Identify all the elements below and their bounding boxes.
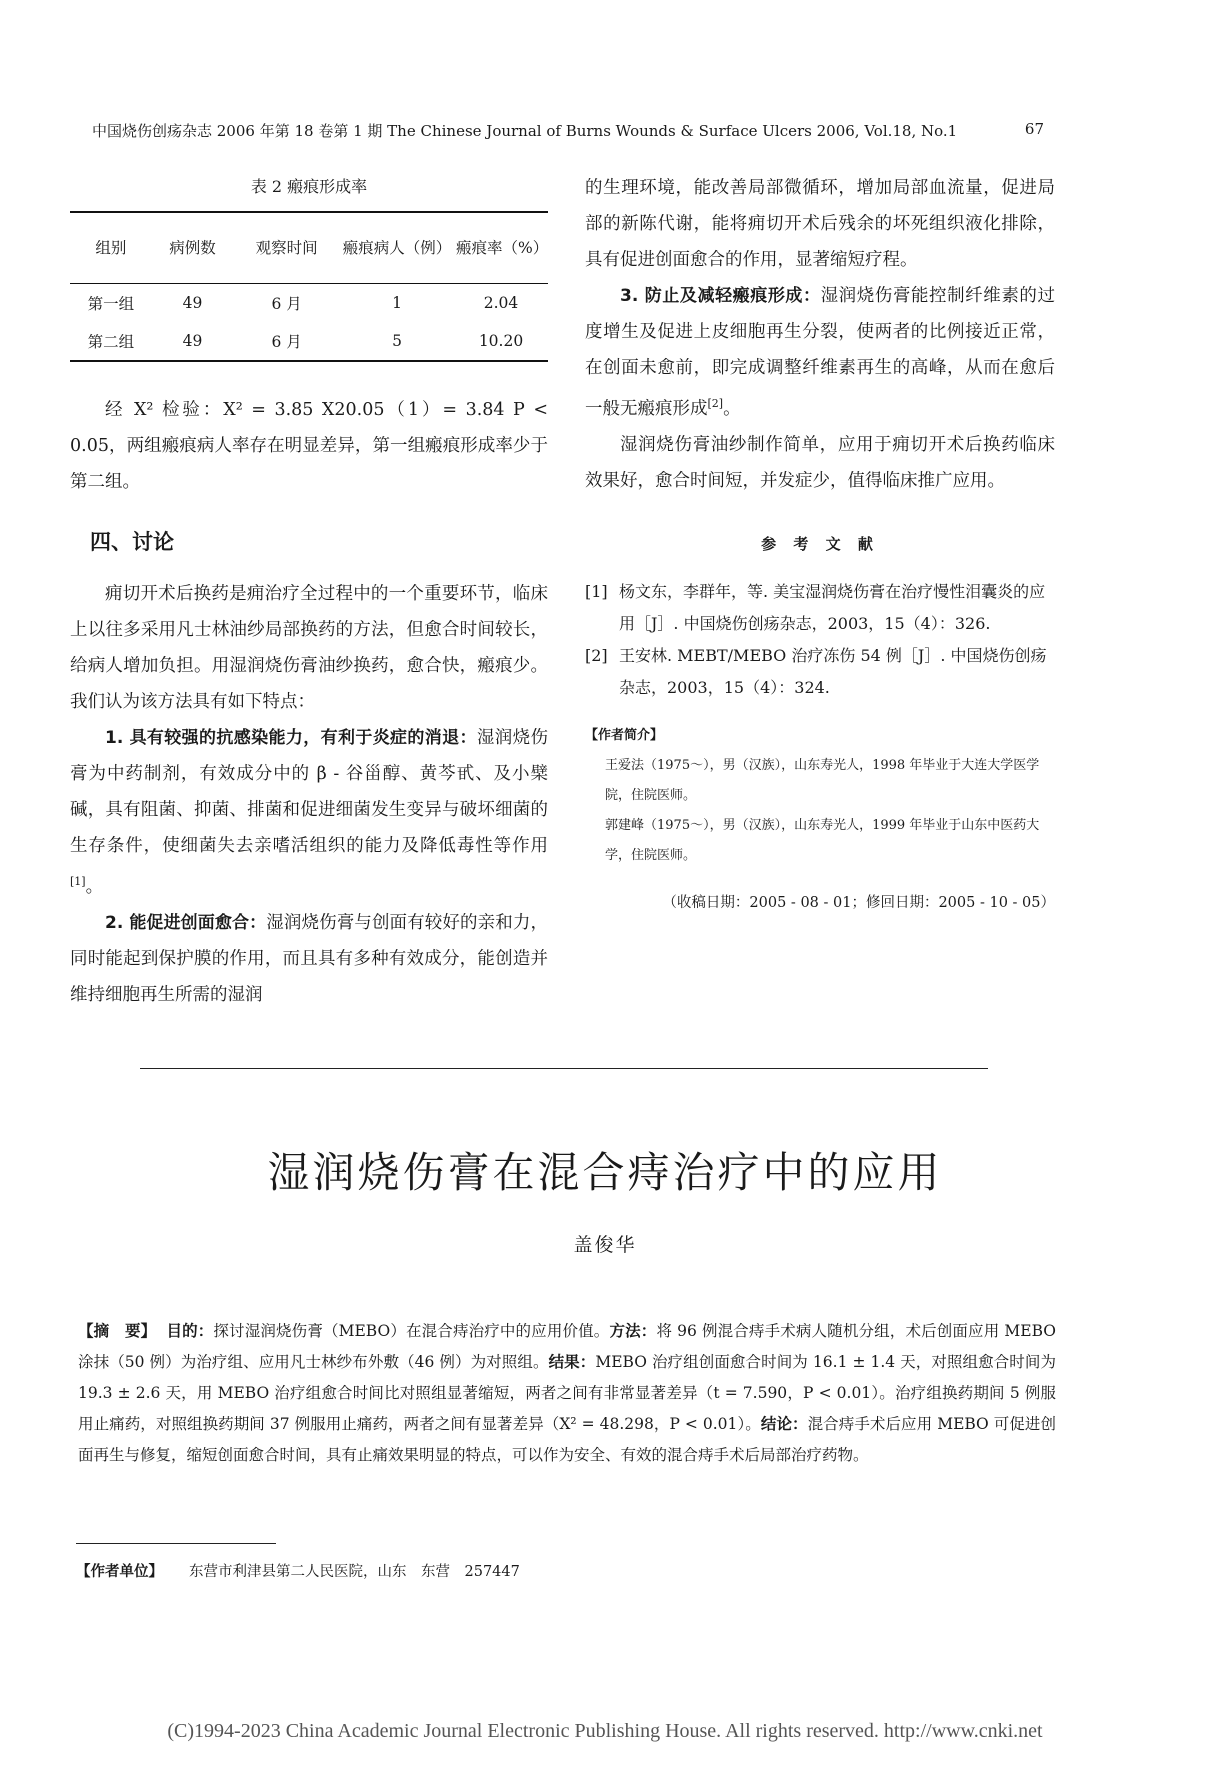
running-head-text: 中国烧伤创疡杂志 2006 年第 18 卷第 1 期 The Chinese Journal of Burns Wounds & Surface Ulcers 2006, Vol.18, No.1 bbox=[92, 122, 958, 140]
article-author: 盖俊华 bbox=[573, 1234, 637, 1256]
abstract bbox=[78, 1316, 1056, 1471]
point-1-paragraph bbox=[70, 720, 548, 905]
point-2-text: 湿润烧伤膏与创面有较好的亲和力，同时能起到保护膜的作用，而且具有多种有效成分，能创造并维持细胞再生所需的湿润 bbox=[70, 912, 548, 1005]
reference-item bbox=[585, 576, 1055, 640]
citation-1: [1] bbox=[70, 875, 86, 888]
point-3-text: 湿润烧伤膏能控制纤维素的过度增生及促进上皮细胞再生分裂，使两者的比例接近正常，在创面未愈前，即完成调整纤维素再生的高峰，从而在愈后一般无瘢痕形成 bbox=[585, 286, 1055, 419]
table-cell: 6 月 bbox=[271, 295, 302, 313]
conclusion-label: 结论： bbox=[760, 1415, 808, 1433]
point-3-paragraph bbox=[585, 278, 1055, 427]
continued-paragraph: 的生理环境，能改善局部微循环，增加局部血流量，促进局部的新陈代谢，能将痈切开术后残余的坏死组织液化排除，具有促进创面愈合的作用，显著缩短疗程。 bbox=[585, 178, 1055, 270]
col-header-group: 组别 bbox=[95, 238, 127, 257]
conclusion-text: 混合痔手术后应用 MEBO 可促进创面再生与修复，缩短创面愈合时间，具有止痛效果明显的特点，可以作为安全、有效的混合痔手术后局部治疗药物。 bbox=[78, 1415, 1056, 1464]
col-header-cases: 病例数 bbox=[169, 238, 216, 257]
table-cell: 49 bbox=[182, 294, 203, 312]
citation-2: [2] bbox=[707, 397, 724, 410]
article-title: 湿润烧伤膏在混合痔治疗中的应用 bbox=[267, 1148, 943, 1197]
discussion-paragraph: 痈切开术后换药是痈治疗全过程中的一个重要环节，临床上以往多采用凡士林油纱局部换药的方法，但愈合时间较长，给病人增加负担。用湿润烧伤膏油纱换药，愈合快，瘢痕少。我们认为该方法具有如下特点： bbox=[70, 584, 548, 712]
reference-number: [1] bbox=[585, 581, 608, 601]
col-header-scar-rate: 瘢痕率（%） bbox=[456, 238, 549, 257]
table-cell: 第一组 bbox=[87, 295, 135, 313]
table-cell: 10.20 bbox=[478, 332, 524, 350]
table-cell: 1 bbox=[392, 294, 402, 312]
page-number: 67 bbox=[1024, 120, 1044, 138]
conclusion-paragraph: 湿润烧伤膏油纱制作简单，应用于痈切开术后换药临床效果好，愈合时间短，并发症少，值得临床推广应用。 bbox=[585, 434, 1055, 491]
right-column bbox=[585, 170, 1055, 912]
author-affiliation bbox=[76, 1560, 520, 1581]
footnote-rule bbox=[76, 1543, 276, 1544]
affiliation-text: 东营市利津县第二人民医院，山东 东营 257447 bbox=[189, 1564, 520, 1580]
stat-paragraph: 经 X² 检验：X² = 3.85 X20.05（1）= 3.84 P < 0.05，两组瘢痕病人率存在明显差异，第一组瘢痕形成率少于第二组。 bbox=[70, 400, 548, 492]
reference-item bbox=[585, 640, 1055, 704]
table-row bbox=[70, 322, 548, 361]
method-label: 方法： bbox=[609, 1322, 657, 1340]
table-row bbox=[70, 284, 548, 323]
author-intro-item: 郭建峰（1975～），男（汉族），山东寿光人，1999 年毕业于山东中医药大学，住院医师。 bbox=[605, 817, 1040, 863]
scar-rate-table bbox=[70, 211, 548, 362]
point-2-title: 2. 能促进创面愈合： bbox=[105, 912, 267, 933]
objective-label: 目的： bbox=[166, 1322, 214, 1340]
period: 。 bbox=[85, 876, 104, 897]
point-2-paragraph bbox=[70, 905, 548, 1013]
result-label: 结果： bbox=[548, 1353, 596, 1371]
author-intro-title: 【作者简介】 bbox=[585, 727, 664, 743]
abstract-label: 【摘 要】 bbox=[78, 1322, 157, 1340]
reference-text: 杨文东，李群年，等. 美宝湿润烧伤膏在治疗慢性泪囊炎的应用［J］. 中国烧伤创疡杂志，2003，15（4）：326. bbox=[619, 581, 1046, 633]
point-1-title: 1. 具有较强的抗感染能力，有利于炎症的消退： bbox=[105, 728, 477, 748]
method-text: 将 96 例混合痔手术病人随机分组，术后创面应用 MEBO 涂抹（50 例）为治疗组、应用凡士林纱布外敷（46 例）为对照组。 bbox=[78, 1322, 1056, 1371]
table-cell: 5 bbox=[392, 332, 402, 350]
left-column bbox=[70, 170, 548, 1013]
result-text: MEBO 治疗组创面愈合时间为 16.1 ± 1.4 天，对照组愈合时间为 19.3 ± 2.6 天，用 MEBO 治疗组愈合时间比对照组显著缩短，两者之间有非常显著差异（t = 7.590，P < 0.01）。治疗组换药期间 5 例服用止痛药，对照组换药期间 37 例服用止痛药，两者之间有显著差异（X² = 48.298，P < 0.01）。 bbox=[78, 1353, 1056, 1433]
reference-number: [2] bbox=[585, 645, 608, 665]
period: 。 bbox=[723, 398, 741, 419]
col-header-scar-patients: 瘢痕病人（例） bbox=[342, 238, 452, 257]
section-title-discussion: 四、讨论 bbox=[90, 530, 174, 554]
table-header-row bbox=[70, 212, 548, 284]
author-intro-item: 王爱法（1975～），男（汉族），山东寿光人，1998 年毕业于大连大学医学院，住院医师。 bbox=[605, 757, 1040, 803]
affiliation-label: 【作者单位】 bbox=[76, 1564, 163, 1580]
reference-text: 王安林. MEBT/MEBO 治疗冻伤 54 例［J］. 中国烧伤创疡杂志，2003，15（4）：324. bbox=[619, 645, 1047, 697]
table-cell: 2.04 bbox=[483, 294, 519, 312]
copyright-footer: (C)1994-2023 China Academic Journal Electronic Publishing House. All rights reserved. http://www.cnki.net bbox=[167, 1720, 1043, 1742]
table-cell: 49 bbox=[182, 332, 203, 350]
point-1-text: 湿润烧伤膏为中药制剂，有效成分中的 β - 谷甾醇、黄芩甙、及小檗碱，具有阻菌、抑菌、排菌和促进细菌发生变异与破坏细菌的生存条件，使细菌失去亲嗜活组织的能力及降低毒性等作用 bbox=[70, 728, 548, 856]
references-title: 参 考 文 献 bbox=[761, 534, 879, 553]
received-date: （收稿日期：2005 - 08 - 01；修回日期：2005 - 10 - 05） bbox=[662, 894, 1055, 911]
table-caption: 表 2 瘢痕形成率 bbox=[250, 177, 368, 196]
col-header-period: 观察时间 bbox=[255, 238, 318, 257]
point-3-title: 3. 防止及减轻瘢痕形成： bbox=[620, 286, 821, 306]
article-divider bbox=[140, 1068, 988, 1069]
objective-text: 探讨湿润烧伤膏（MEBO）在混合痔治疗中的应用价值。 bbox=[213, 1322, 610, 1340]
table-cell: 第二组 bbox=[87, 333, 135, 351]
table-cell: 6 月 bbox=[271, 333, 302, 351]
